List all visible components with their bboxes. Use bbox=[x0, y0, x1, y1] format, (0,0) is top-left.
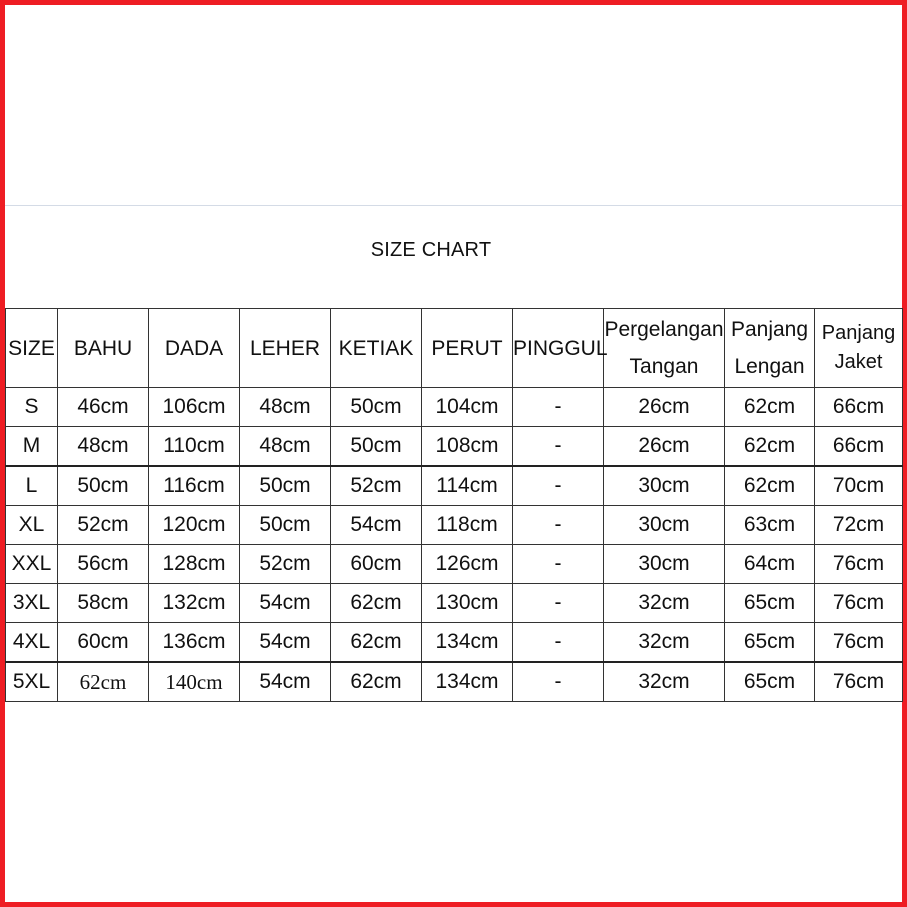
cell-pergelangan-tangan: 32cm bbox=[604, 623, 725, 663]
cell-bahu: 50cm bbox=[58, 466, 149, 506]
header-line: Tangan bbox=[629, 355, 699, 378]
cell-size: 3XL bbox=[6, 584, 58, 623]
cell-dada: 136cm bbox=[149, 623, 240, 663]
cell-panjang-jaket: 76cm bbox=[815, 623, 903, 663]
cell-perut: 126cm bbox=[422, 545, 513, 584]
table-header-row bbox=[6, 309, 903, 388]
header-pinggul: PINGGUL bbox=[513, 309, 604, 388]
cell-panjang-lengan: 65cm bbox=[725, 623, 815, 663]
header-size: SIZE bbox=[6, 309, 58, 388]
cell-pinggul: - bbox=[513, 388, 604, 427]
cell-pinggul: - bbox=[513, 584, 604, 623]
cell-bahu: 46cm bbox=[58, 388, 149, 427]
cell-pinggul: - bbox=[513, 662, 604, 702]
cell-panjang-jaket: 66cm bbox=[815, 388, 903, 427]
cell-ketiak: 54cm bbox=[331, 506, 422, 545]
cell-ketiak: 50cm bbox=[331, 388, 422, 427]
header-line: Lengan bbox=[734, 355, 805, 378]
cell-pergelangan-tangan: 30cm bbox=[604, 506, 725, 545]
cell-pergelangan-tangan: 26cm bbox=[604, 427, 725, 467]
cell-ketiak: 62cm bbox=[331, 662, 422, 702]
header-bahu: BAHU bbox=[58, 309, 149, 388]
cell-perut: 114cm bbox=[422, 466, 513, 506]
table-row bbox=[6, 623, 903, 663]
cell-pergelangan-tangan: 32cm bbox=[604, 662, 725, 702]
header-line: Panjang bbox=[821, 322, 896, 344]
cell-size: 4XL bbox=[6, 623, 58, 663]
cell-leher: 52cm bbox=[240, 545, 331, 584]
cell-dada: 132cm bbox=[149, 584, 240, 623]
table-row bbox=[6, 466, 903, 506]
cell-leher: 54cm bbox=[240, 623, 331, 663]
cell-size: L bbox=[6, 466, 58, 506]
cell-pinggul: - bbox=[513, 427, 604, 467]
cell-size: S bbox=[6, 388, 58, 427]
cell-perut: 134cm bbox=[422, 623, 513, 663]
header-line: Pergelangan bbox=[604, 318, 724, 341]
cell-panjang-jaket: 70cm bbox=[815, 466, 903, 506]
cell-panjang-lengan: 62cm bbox=[725, 388, 815, 427]
table-row bbox=[6, 506, 903, 545]
cell-panjang-jaket: 76cm bbox=[815, 545, 903, 584]
cell-pergelangan-tangan: 32cm bbox=[604, 584, 725, 623]
cell-panjang-jaket: 72cm bbox=[815, 506, 903, 545]
header-perut: PERUT bbox=[422, 309, 513, 388]
table-row bbox=[6, 584, 903, 623]
cell-bahu: 48cm bbox=[58, 427, 149, 467]
cell-panjang-jaket: 76cm bbox=[815, 662, 903, 702]
header-leher: LEHER bbox=[240, 309, 331, 388]
cell-perut: 134cm bbox=[422, 662, 513, 702]
cell-panjang-lengan: 65cm bbox=[725, 662, 815, 702]
cell-leher: 54cm bbox=[240, 662, 331, 702]
cell-size: XXL bbox=[6, 545, 58, 584]
cell-bahu: 58cm bbox=[58, 584, 149, 623]
cell-panjang-lengan: 64cm bbox=[725, 545, 815, 584]
cell-bahu: 52cm bbox=[58, 506, 149, 545]
cell-panjang-lengan: 63cm bbox=[725, 506, 815, 545]
header-pergelangan-tangan bbox=[604, 309, 725, 388]
cell-dada: 106cm bbox=[149, 388, 240, 427]
cell-leher: 50cm bbox=[240, 466, 331, 506]
header-panjang-lengan bbox=[725, 309, 815, 388]
cell-dada: 116cm bbox=[149, 466, 240, 506]
table-row bbox=[6, 545, 903, 584]
cell-size: XL bbox=[6, 506, 58, 545]
header-panjang-jaket bbox=[815, 309, 903, 388]
table-row bbox=[6, 662, 903, 702]
divider-line bbox=[5, 205, 902, 206]
cell-pergelangan-tangan: 30cm bbox=[604, 466, 725, 506]
cell-dada: 128cm bbox=[149, 545, 240, 584]
cell-pergelangan-tangan: 26cm bbox=[604, 388, 725, 427]
cell-size: M bbox=[6, 427, 58, 467]
cell-leher: 54cm bbox=[240, 584, 331, 623]
header-ketiak: KETIAK bbox=[331, 309, 422, 388]
cell-leher: 50cm bbox=[240, 506, 331, 545]
cell-leher: 48cm bbox=[240, 388, 331, 427]
cell-dada: 140cm bbox=[149, 662, 240, 702]
cell-pergelangan-tangan: 30cm bbox=[604, 545, 725, 584]
cell-ketiak: 52cm bbox=[331, 466, 422, 506]
cell-ketiak: 50cm bbox=[331, 427, 422, 467]
cell-panjang-lengan: 62cm bbox=[725, 466, 815, 506]
cell-pinggul: - bbox=[513, 623, 604, 663]
cell-dada: 110cm bbox=[149, 427, 240, 467]
cell-perut: 130cm bbox=[422, 584, 513, 623]
cell-leher: 48cm bbox=[240, 427, 331, 467]
cell-perut: 104cm bbox=[422, 388, 513, 427]
cell-panjang-lengan: 62cm bbox=[725, 427, 815, 467]
size-chart-title: SIZE CHART bbox=[370, 239, 492, 261]
cell-perut: 108cm bbox=[422, 427, 513, 467]
table-row bbox=[6, 427, 903, 467]
header-dada: DADA bbox=[149, 309, 240, 388]
cell-size: 5XL bbox=[6, 662, 58, 702]
cell-bahu: 62cm bbox=[58, 662, 149, 702]
cell-panjang-lengan: 65cm bbox=[725, 584, 815, 623]
cell-bahu: 60cm bbox=[58, 623, 149, 663]
cell-pinggul: - bbox=[513, 466, 604, 506]
table-row bbox=[6, 388, 903, 427]
cell-ketiak: 60cm bbox=[331, 545, 422, 584]
header-line: Panjang bbox=[730, 318, 809, 341]
size-chart-table bbox=[5, 308, 903, 702]
cell-ketiak: 62cm bbox=[331, 623, 422, 663]
cell-ketiak: 62cm bbox=[331, 584, 422, 623]
cell-panjang-jaket: 66cm bbox=[815, 427, 903, 467]
header-line: Jaket bbox=[834, 351, 883, 373]
cell-pinggul: - bbox=[513, 545, 604, 584]
cell-pinggul: - bbox=[513, 506, 604, 545]
cell-bahu: 56cm bbox=[58, 545, 149, 584]
cell-panjang-jaket: 76cm bbox=[815, 584, 903, 623]
cell-dada: 120cm bbox=[149, 506, 240, 545]
cell-perut: 118cm bbox=[422, 506, 513, 545]
